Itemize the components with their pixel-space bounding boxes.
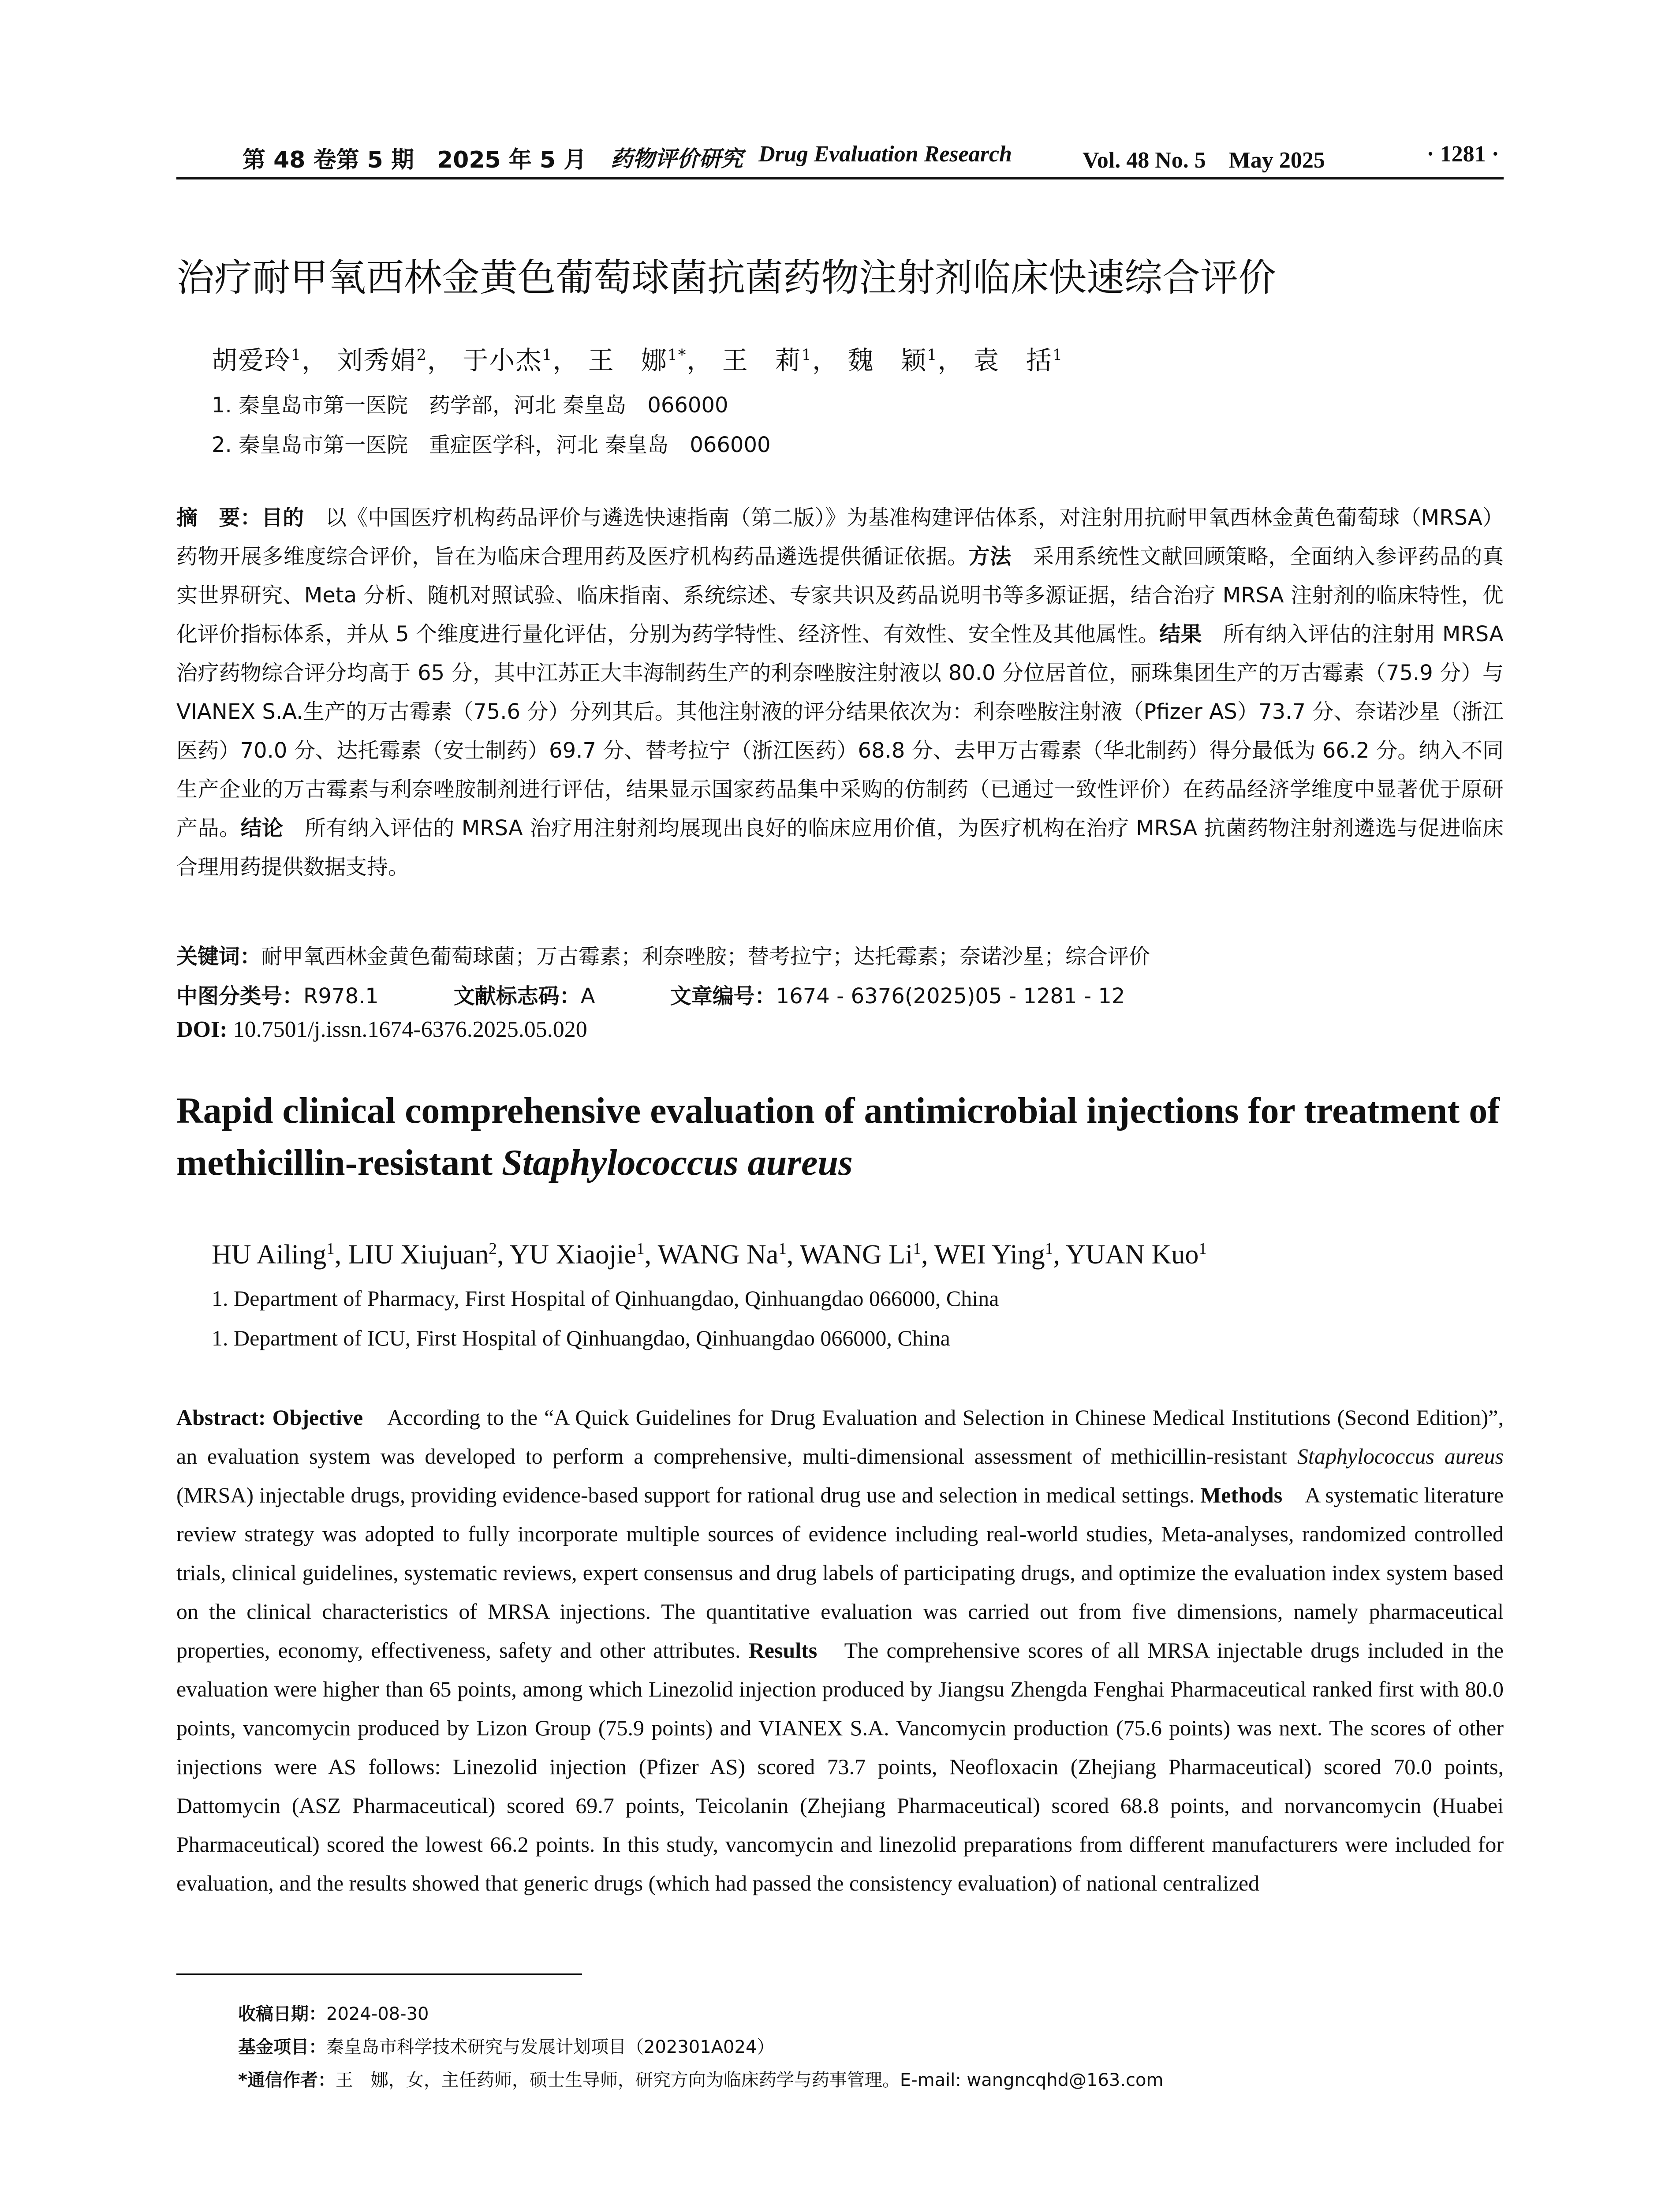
doc-code-label: 文献标志码： (453, 984, 581, 1009)
methods-label-en: Methods (1200, 1483, 1283, 1507)
received-date: 2024-08-30 (326, 2004, 429, 2024)
author-sup: 1 (542, 346, 553, 364)
footnote-rule (176, 1973, 582, 1975)
authors-en: HU Ailing$^1$, LIU Xiujuan$^2$, YU Xiaojie$^1$, WANG Na$^1$, WANG Li$^1$, WEI Ying$^1$, YUAN Kuo$^1$ (212, 1240, 1207, 1270)
author-en: WANG Na (657, 1240, 779, 1270)
author-sup: 1 (326, 1240, 335, 1258)
author-cn: 魏 颖 (847, 345, 927, 375)
author-sup: 1 (913, 1240, 921, 1258)
author-en: WANG Li (799, 1240, 913, 1270)
doc-code-value: A (580, 984, 595, 1009)
author-en: YUAN Kuo (1066, 1240, 1199, 1270)
objective-text-cn: 以《中国医疗机构药品评价与遴选快速指南（第二版）》为基准构建评估体系，对注射用抗耐甲氧西林金黄色葡萄球（MRSA）药物开展多维度综合评价，旨在为临床合理用药及医疗机构药品遴选提供循证依据。 (176, 505, 1504, 569)
abstract-en (176, 1398, 1504, 1902)
author-sup: 1 (1198, 1240, 1207, 1258)
author-cn: 王 莉 (722, 345, 802, 375)
objective-text-en-b: (MRSA) injectable drugs, providing evidence-based support for rational drug use and selection in medical settings. (176, 1483, 1201, 1507)
footnote-fund (238, 2033, 774, 2058)
results-text-cn: 所有纳入评估的注射用 MRSA 治疗药物综合评分均高于 65 分，其中江苏正大丰海制药生产的利奈唑胺注射液以 80.0 分位居首位，丽珠集团生产的万古霉素（75.9 分）与 VIANEX S.A.生产的万古霉素（75.6 分）分列其后。其他注射液的评分结果依次为：利奈唑胺注射液（Pfizer AS）73.7 分、奈诺沙星（浙江医药）70.0 分、达托霉素（安士制药）69.7 分、替考拉宁（浙江医药）68.8 分、去甲万古霉素（华北制药）得分最低为 66.2 分。纳入不同生产企业的万古霉素与利奈唑胺制剂进行评估，结果显示国家药品集中采购的仿制药（已通过一致性评价）在药品经济学维度中显著优于原研产品。 (176, 622, 1504, 841)
journal-logo: 药物评价研究 (611, 146, 743, 172)
author-sup: 1 (1052, 346, 1064, 364)
header-page-number: · 1281 · (1426, 142, 1499, 167)
clc-label: 中图分类号： (176, 984, 304, 1009)
header-journal-en: Drug Evaluation Research (758, 142, 1012, 167)
author-cn: 袁 括 (973, 345, 1053, 375)
affiliation-cn-2: 2. 秦皇岛市第一医院 重症医学科，河北 秦皇岛 066000 (212, 433, 771, 457)
results-label-en: Results (748, 1638, 818, 1663)
author-cn: 王 娜 (588, 345, 668, 375)
conclusion-text-cn: 所有纳入评估的 MRSA 治疗用注射剂均展现出良好的临床应用价值，为医疗机构在治疗 MRSA 抗菌药物注射剂遴选与促进临床合理用药提供数据支持。 (176, 816, 1504, 879)
objective-label-cn: 目的 (261, 505, 304, 530)
received-label: 收稿日期： (238, 2004, 326, 2024)
title-en-species: Staphylococcus aureus (502, 1142, 853, 1183)
keywords-text: 耐甲氧西林金黄色葡萄球菌；万古霉素；利奈唑胺；替考拉宁；达托霉素；奈诺沙星；综合评价 (261, 944, 1150, 969)
header-rule (176, 177, 1504, 179)
conclusion-label-cn: 结论 (240, 816, 284, 841)
author-cn: 于小杰 (463, 345, 542, 375)
author-sup: 1 (927, 346, 938, 364)
keywords-cn (176, 939, 1150, 970)
author-en: YU Xiaojie (509, 1240, 637, 1270)
clc-value: R978.1 (303, 984, 379, 1009)
author-cn: 刘秀娟 (337, 345, 417, 375)
author-en: LIU Xiujuan (348, 1240, 489, 1270)
affiliation-cn-1: 1. 秦皇岛市第一医院 药学部，河北 秦皇岛 066000 (212, 393, 728, 418)
corresponding-label: *通信作者： (238, 2070, 336, 2090)
author-cn: 胡爱玲 (212, 345, 291, 375)
author-sup: 2 (416, 346, 427, 364)
title-en-line-1: Rapid clinical comprehensive evaluation of antimicrobial injections for treatment of (176, 1090, 1500, 1131)
doi-line (176, 1017, 587, 1043)
affiliation-en-1: 1. Department of Pharmacy, First Hospital of Qinhuangdao, Qinhuangdao 066000, China (212, 1286, 999, 1311)
author-sup: 2 (489, 1240, 497, 1258)
doi-label: DOI: (176, 1017, 228, 1042)
objective-species-en: Staphylococcus aureus (1297, 1444, 1504, 1469)
article-no-value: 1674 - 6376(2025)05 - 1281 - 12 (776, 984, 1125, 1009)
classification-line (176, 979, 1125, 1009)
title-en-line-2 (176, 1137, 1504, 1189)
fund-label: 基金项目： (238, 2037, 326, 2057)
abstract-cn (176, 498, 1504, 886)
footnote-corresponding (238, 2066, 1163, 2091)
title-en-plain: methicillin-resistant (176, 1142, 502, 1183)
header-volume-en: Vol. 48 No. 5 May 2025 (1083, 148, 1325, 173)
author-en: HU Ailing (212, 1240, 327, 1270)
header-issue-cn: 第 48 卷第 5 期 2025 年 5 月 (243, 147, 587, 173)
doi-value: 10.7501/j.issn.1674-6376.2025.05.020 (227, 1017, 587, 1042)
corresponding-text: 王 娜，女，主任药师，硕士生导师，研究方向为临床药学与药事管理。E-mail: wangncqhd@163.com (335, 2070, 1164, 2090)
title-en (176, 1085, 1504, 1189)
affiliation-en-2: 1. Department of ICU, First Hospital of Qinhuangdao, Qinhuangdao 066000, China (212, 1326, 950, 1350)
author-sup: 1 (636, 1240, 645, 1258)
results-label-cn: 结果 (1159, 622, 1202, 647)
methods-text-en: A systematic literature review strategy was adopted to fully incorporate multiple sources of evidence including real-world studies, Meta-analyses, randomized controlled trials, clinical guidelines, systematic reviews, expert consensus and drug labels of participating drugs, and optimize the evaluation index system based on the clinical characteristics of MRSA injections. The quantitative evaluation was carried out from five dimensions, namely pharmaceutical properties, economy, effectiveness, safety and other attributes. (176, 1483, 1504, 1663)
author-sup: 1 (801, 346, 812, 364)
keywords-label: 关键词： (176, 944, 261, 969)
methods-text-cn: 采用系统性文献回顾策略，全面纳入参评药品的真实世界研究、Meta 分析、随机对照试验、临床指南、系统综述、专家共识及药品说明书等多源证据，结合治疗 MRSA 注射剂的临床特性，优化评价指标体系，并从 5 个维度进行量化评估，分别为药学特性、经济性、有效性、安全性及其他属性。 (176, 544, 1504, 647)
abstract-label-cn: 摘 要： (176, 505, 262, 530)
running-header (176, 141, 1504, 176)
author-sup: 1 (1045, 1240, 1053, 1258)
fund-text: 秦皇岛市科学技术研究与发展计划项目（202301A024） (326, 2037, 775, 2057)
article-no-label: 文章编号： (670, 984, 776, 1009)
author-sup: 1 (778, 1240, 787, 1258)
results-text-en: The comprehensive scores of all MRSA injectable drugs included in the evaluation were higher than 65 points, among which Linezolid injection produced by Jiangsu Zhengda Fenghai Pharmaceutical ranked first with 80.0 points, vancomycin produced by Lizon Group (75.9 points) and VIANEX S.A. Vancomycin production (75.6 points) was next. The scores of other injections were AS follows: Linezolid injection (Pfizer AS) scored 73.7 points, Neofloxacin (Zhejiang Pharmaceutical) scored 70.0 points, Dattomycin (ASZ Pharmaceutical) scored 69.7 points, Teicolanin (Zhejiang Pharmaceutical) scored 68.8 points, and norvancomycin (Huabei Pharmaceutical) scored the lowest 66.2 points. In this study, vancomycin and linezolid preparations from different manufacturers were included for evaluation, and the results showed that generic drugs (which had passed the consistency evaluation) of national centralized (176, 1638, 1504, 1895)
methods-label-cn: 方法 (968, 544, 1012, 569)
author-en: WEI Ying (934, 1240, 1045, 1270)
authors-cn: 胡爱玲$^1$， 刘秀娟$^2$， 于小杰$^1$， 王 娜$^{1*}$， 王 莉$^1$， 魏 颖$^1$， 袁 括$^1$ (212, 345, 1064, 375)
objective-text-en-a: According to the “A Quick Guidelines for Drug Evaluation and Selection in Chinese Medical Institutions (Second Edition)”, an evaluation system was developed to perform a comprehensive, multi-dimensional assessment of methicillin-resistant (176, 1405, 1504, 1469)
author-sup: 1* (667, 346, 687, 364)
author-sup: 1 (291, 346, 302, 364)
footnote-received (238, 2000, 429, 2025)
title-cn: 治疗耐甲氧西林金黄色葡萄球菌抗菌药物注射剂临床快速综合评价 (176, 256, 1276, 300)
abstract-label-en: Abstract: Objective (176, 1405, 363, 1430)
